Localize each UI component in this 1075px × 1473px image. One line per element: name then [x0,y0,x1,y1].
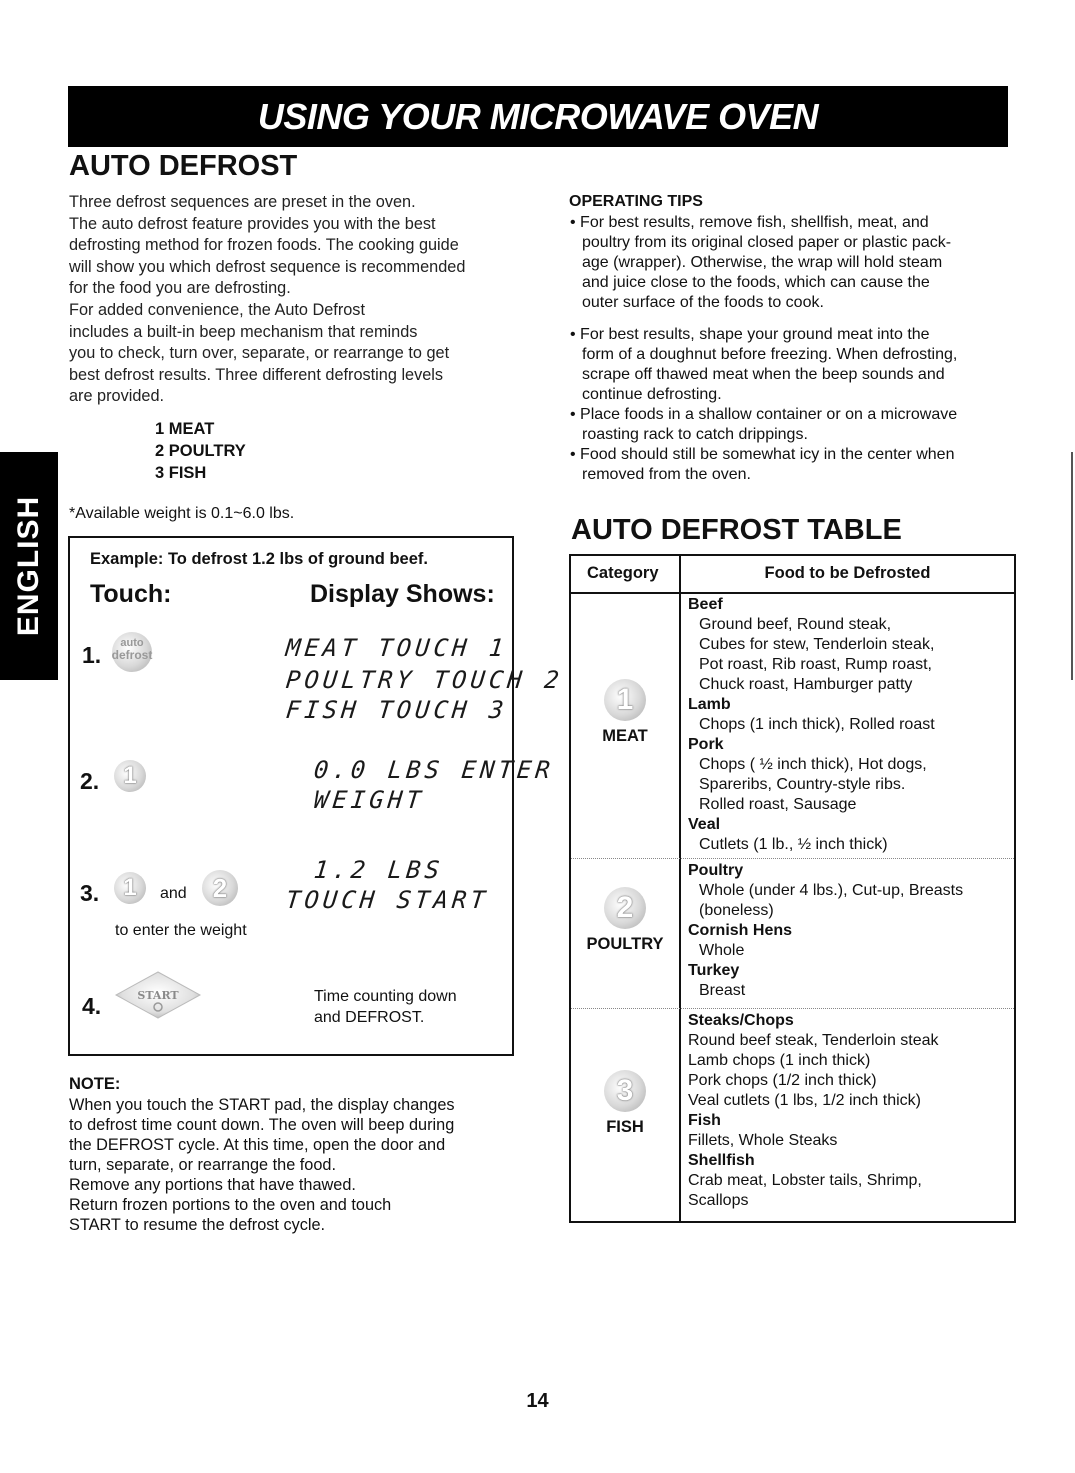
food-item: Chops (1 inch thick), Rolled roast [699,716,935,733]
food-item: Pot roast, Rib roast, Rump roast, [699,656,932,673]
note-line: the DEFROST cycle. At this time, open the door and [69,1136,446,1154]
food-group-heading: Turkey [688,962,740,979]
and-label: and [160,885,187,902]
table-row-separator [571,858,1014,859]
food-list [688,595,935,855]
tip-line: • Food should still be somewhat icy in the center when [570,446,955,463]
food-group-heading: Poultry [688,862,744,879]
auto-defrost-intro [69,192,465,408]
number-1-pad-icon: 1 [604,679,646,721]
defrost-level: 1 MEAT [155,420,215,438]
number-1-pad-icon: 1 [114,760,146,792]
food-item: Cutlets (1 lb., ½ inch thick) [699,836,888,853]
food-item: Pork chops (1/2 inch thick) [688,1072,877,1089]
food-group-heading: Shellfish [688,1152,755,1169]
food-item: Ground beef, Round steak, [699,616,892,633]
food-item: Veal cutlets (1 lbs, 1/2 inch thick) [688,1092,921,1109]
food-item: Breast [699,982,746,999]
intro-line: best defrost results. Three different defrosting levels [69,365,444,384]
intro-line: The auto defrost feature provides you with the best [69,214,436,233]
food-item: Chuck roast, Hamburger patty [699,676,913,693]
food-item: Scallops [688,1192,749,1209]
tip-line: continue defrosting. [582,386,722,403]
category-label: MEAT [602,727,648,745]
defrost-level: 3 FISH [155,464,207,482]
food-item: Whole (under 4 lbs.), Cut-up, Breasts [699,882,964,899]
tip-line: roasting rack to catch drippings. [582,426,808,443]
display-line: POULTRY TOUCH 2 [284,666,565,694]
pad-label-auto: auto [120,637,144,649]
display-line: WEIGHT [312,786,427,814]
intro-line: for the food you are defrosting. [69,279,291,298]
auto-defrost-table [569,554,1016,1223]
page-banner: USING YOUR MICROWAVE OVEN [68,86,1008,147]
food-column-header: Food to be Defrosted [764,564,931,582]
food-item: Chops ( ½ inch thick), Hot dogs, [699,756,927,773]
display-column-heading: Display Shows: [310,580,495,608]
note-line: Remove any portions that have thawed. [69,1176,356,1194]
food-item: Cubes for stew, Tenderloin steak, [699,636,935,653]
food-item: Rolled roast, Sausage [699,796,857,813]
food-list [688,1011,939,1211]
intro-line: are provided. [69,387,165,406]
start-pad-label: START [137,989,179,1002]
number-2-pad-icon: 2 [604,887,646,929]
food-item: (boneless) [699,902,774,919]
tip-line: • Place foods in a shallow container or on a microwave [570,406,958,423]
display-line: MEAT TOUCH 1 [284,634,509,662]
auto-defrost-heading: AUTO DEFROST [69,150,298,182]
table-row-separator [571,1008,1014,1009]
note-line: When you touch the START pad, the display changes [69,1096,455,1114]
defrost-levels [155,418,246,484]
tip-item [570,445,954,485]
display-note-line: and DEFROST. [314,1009,425,1026]
food-item: Fillets, Whole Steaks [688,1132,838,1149]
language-tab-label: ENGLISH [12,495,45,637]
operating-tips-heading: OPERATING TIPS [569,193,703,210]
food-item: Round beef steak, Tenderloin steak [688,1032,939,1049]
tip-line: removed from the oven. [582,466,751,483]
number-1-pad-icon: 1 [114,872,146,904]
step-1-number: 1. [82,642,102,668]
note-line: Return frozen portions to the oven and touch [69,1196,392,1214]
table-heading: AUTO DEFROST TABLE [571,514,902,546]
table-divider [679,556,681,1221]
food-group-heading: Lamb [688,696,731,713]
note-line: START to resume the defrost cycle. [69,1216,326,1234]
food-item: Spareribs, Country-style ribs. [699,776,906,793]
tip-line: • For best results, remove fish, shellfish, meat, and [570,214,929,231]
display-line: TOUCH START [284,886,491,914]
edge-marker [1071,452,1073,680]
pad-label-defrost: defrost [111,648,153,662]
tip-item [570,213,951,313]
display-note-line: Time counting down [314,988,457,1005]
tip-line: and juice close to the foods, which can cause the [582,274,930,291]
tip-line: outer surface of the foods to cook. [582,294,824,311]
example-box [68,536,565,1056]
tip-item [570,405,957,445]
step-2-number: 2. [80,768,100,794]
category-column-header: Category [587,564,659,582]
display-line: FISH TOUCH 3 [284,696,509,724]
food-item: Lamb chops (1 inch thick) [688,1052,871,1069]
food-item: Whole [699,942,745,959]
intro-line: Three defrost sequences are preset in the oven. [69,193,416,211]
food-group-heading: Cornish Hens [688,922,793,939]
food-group-heading: Veal [688,816,721,833]
intro-line: will show you which defrost sequence is recommended [69,257,466,276]
auto-defrost-pad-icon [112,632,152,672]
food-list [688,861,963,1001]
tip-line: • For best results, shape your ground meat into the [570,326,930,343]
number-3-pad-icon: 3 [604,1070,646,1112]
tip-line: scrape off thawed meat when the beep sounds and [582,366,945,383]
display-line: 0.0 LBS ENTER [312,756,556,784]
note-line: turn, separate, or rearrange the food. [69,1156,336,1174]
defrost-level: 2 POULTRY [155,442,246,460]
note-body [69,1095,455,1235]
language-tab [0,452,58,680]
note-heading: NOTE: [69,1075,121,1093]
category-label: POULTRY [586,935,664,953]
touch-column-heading: Touch: [90,580,172,608]
tip-line: form of a doughnut before freezing. When defrosting, [582,346,958,363]
intro-line: includes a built-in beep mechanism that reminds [69,322,418,341]
available-weight: *Available weight is 0.1~6.0 lbs. [69,505,295,522]
table-header-row [571,556,1014,594]
intro-line: For added convenience, the Auto Defrost [69,300,365,319]
food-group-heading: Fish [688,1112,721,1129]
food-group-heading: Beef [688,596,723,613]
step-3-number: 3. [80,880,100,906]
step-3-caption: to enter the weight [115,922,247,939]
category-label: FISH [606,1117,644,1136]
note-line: to defrost time count down. The oven will beep during [69,1116,455,1134]
example-title: Example: To defrost 1.2 lbs of ground beef. [90,550,428,568]
tip-item [570,325,957,405]
food-group-heading: Steaks/Chops [688,1012,794,1029]
display-line: 1.2 LBS [312,856,445,884]
food-group-heading: Pork [688,736,724,753]
tip-line: poultry from its original closed paper or plastic pack- [582,234,952,251]
intro-line: you to check, turn over, separate, or rearrange to get [69,344,450,363]
page-number: 14 [526,1390,549,1412]
intro-line: defrosting method for frozen foods. The cooking guide [69,236,459,255]
step-4-number: 4. [82,993,102,1019]
food-item: Crab meat, Lobster tails, Shrimp, [688,1172,922,1189]
number-2-pad-icon: 2 [202,870,238,906]
tip-line: age (wrapper). Otherwise, the wrap will hold steam [582,254,943,271]
